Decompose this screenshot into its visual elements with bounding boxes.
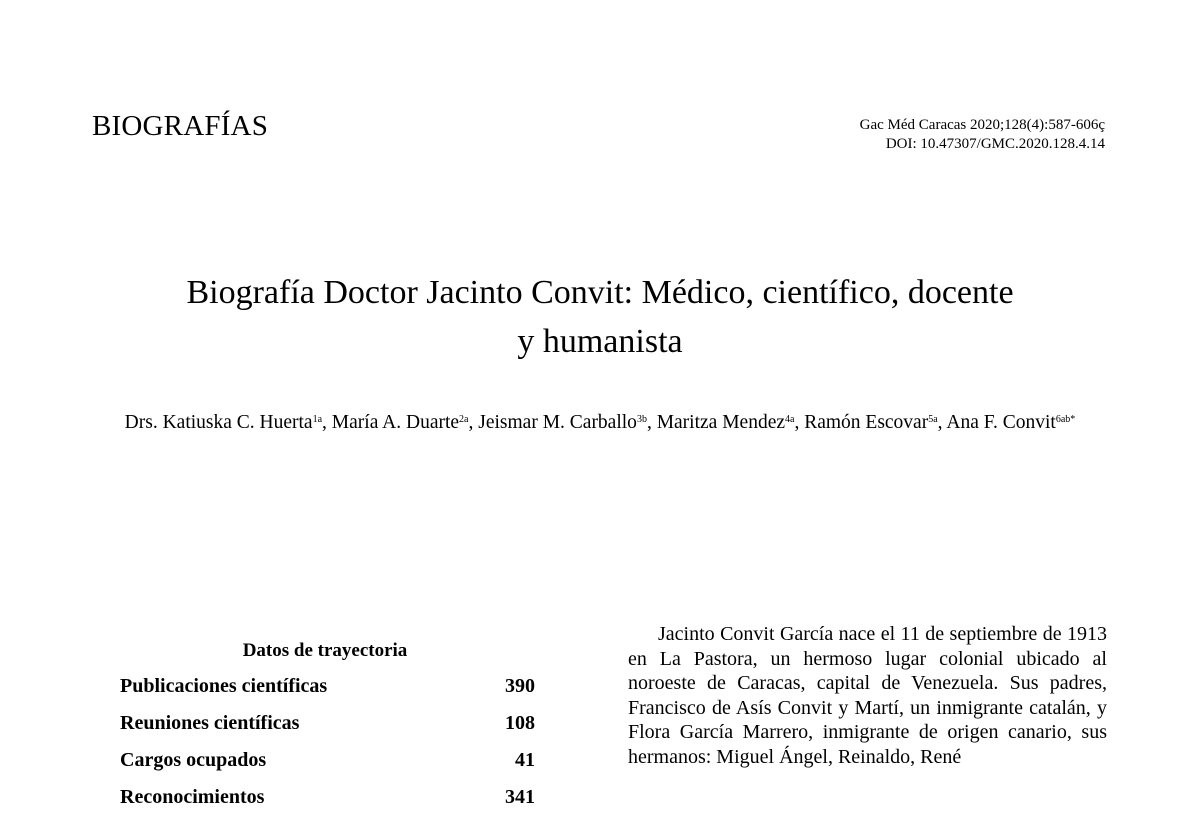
author-affiliation: 3b bbox=[636, 414, 647, 425]
body-paragraph: Jacinto Convit García nace el 11 de septiembre de 1913 en La Pastora, un hermoso lugar colonial ubicado al noroeste de Caracas, capital de Venezuela. Sus padres, Francisco de Asís Convit y Martí, un inmigrante catalán, y Flora García Marrero, inmigrante de origen canario, sus hermanos: Miguel Ángel, Reinaldo, René bbox=[628, 623, 1107, 768]
stat-label: Publicaciones científicas bbox=[120, 675, 328, 697]
author-list: Drs. Katiuska C. Huerta$^{1a}$, María A. Duarte$^{2a}$, Jeismar M. Carballo$^{3b}$, Maritza Mendez$^{4a}$, Ramón Escovar$^{5a}$, Ana F. Convit$^{6ab*}$ bbox=[124, 412, 1076, 433]
section-label: BIOGRAFÍAS bbox=[92, 110, 269, 142]
stats-title-text: Datos de trayectoria bbox=[242, 640, 408, 661]
stat-label: Cargos ocupados bbox=[120, 749, 267, 771]
stat-value: 390 bbox=[505, 675, 535, 697]
stat-row bbox=[120, 785, 535, 822]
stat-label: Reconocimientos bbox=[120, 786, 265, 808]
doi: DOI: 10.47307/GMC.2020.128.4.14 bbox=[885, 136, 1105, 152]
author-name: Ramón Escovar bbox=[804, 412, 929, 433]
author-affiliation: 2a bbox=[459, 414, 469, 425]
career-stats-table bbox=[120, 640, 535, 822]
author-affiliation: 5a bbox=[928, 414, 938, 425]
author-name: Ana F. Convit bbox=[946, 412, 1056, 433]
author-affiliation: 4a bbox=[785, 414, 795, 425]
journal-citation: Gac Méd Caracas 2020;128(4):587-606ç bbox=[859, 117, 1105, 133]
title-line-1: Biografía Doctor Jacinto Convit: Médico, científico, docente bbox=[186, 274, 1014, 311]
stat-value: 108 bbox=[505, 712, 535, 734]
citation-block bbox=[860, 116, 1105, 154]
author-name: Jeismar M. Carballo bbox=[478, 412, 637, 433]
author-name: María A. Duarte bbox=[331, 412, 460, 433]
stat-row bbox=[120, 748, 535, 785]
title-line-2: y humanista bbox=[517, 323, 683, 360]
author-affiliation: 6ab* bbox=[1055, 414, 1076, 425]
stats-title bbox=[120, 640, 540, 662]
stat-value: 41 bbox=[515, 749, 535, 771]
stat-row bbox=[120, 711, 535, 748]
article-title bbox=[100, 268, 1100, 366]
stat-value: 341 bbox=[505, 786, 535, 808]
author-name: Maritza Mendez bbox=[656, 412, 785, 433]
stat-label: Reuniones científicas bbox=[120, 712, 300, 734]
author-affiliation: 1a bbox=[312, 414, 323, 425]
stat-row bbox=[120, 674, 535, 711]
author-name: Drs. Katiuska C. Huerta bbox=[124, 412, 313, 433]
